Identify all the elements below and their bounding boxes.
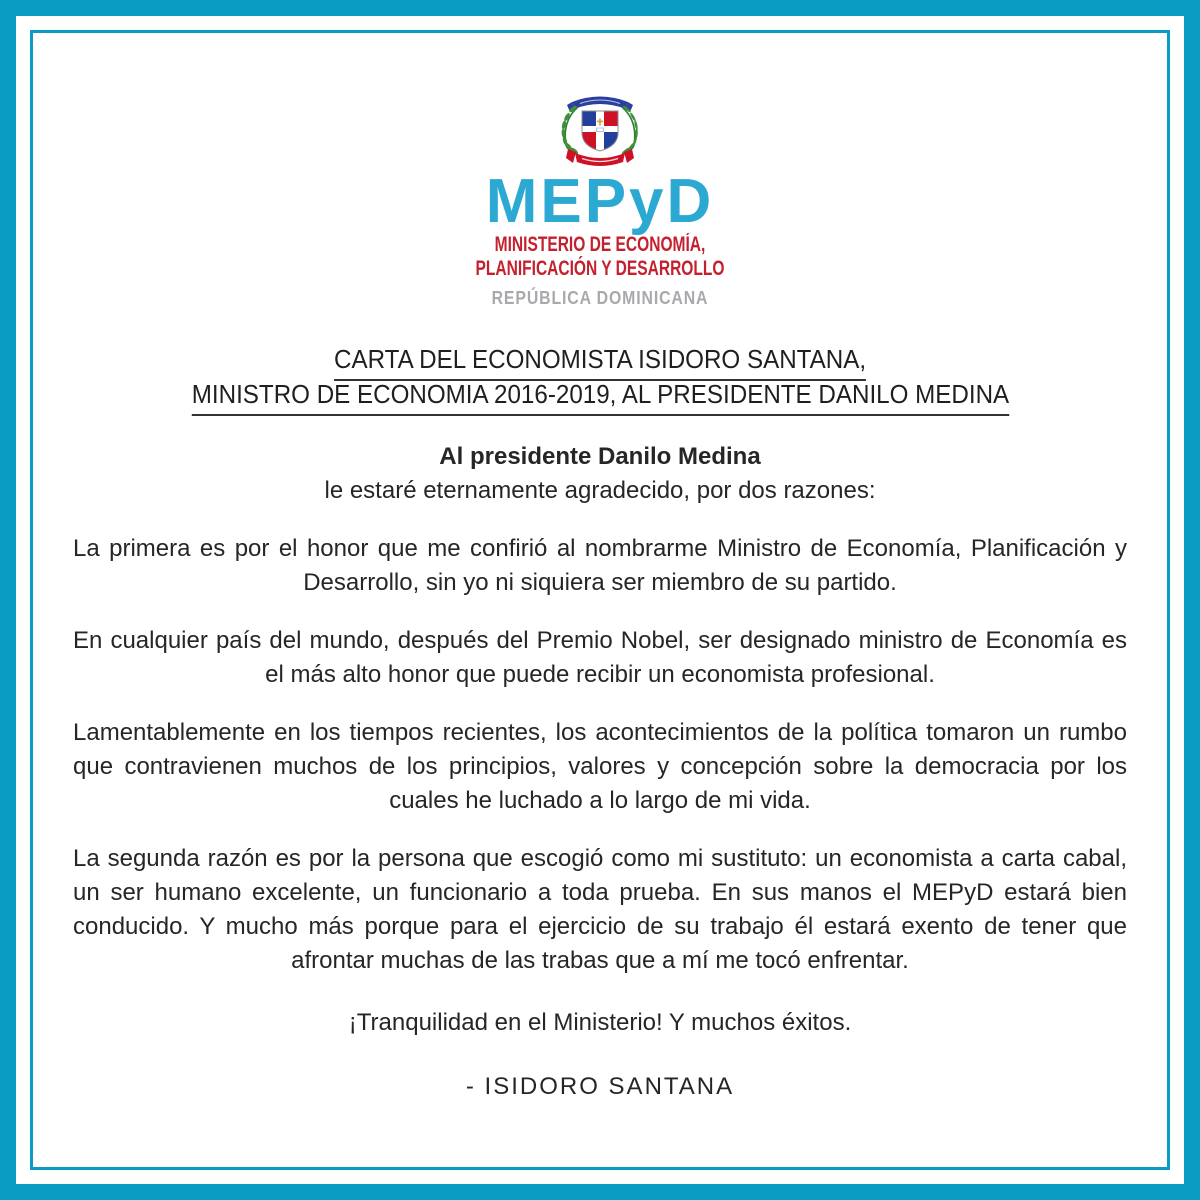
logo-country-name: REPÚBLICA DOMINICANA (491, 288, 709, 308)
title-line-1: CARTA DEL ECONOMISTA ISIDORO SANTANA, (334, 346, 866, 381)
letter-paragraph-4: La segunda razón es por la persona que escogió como mi sustituto: un economista a carta cabal, un ser humano excelente, un funcionario a toda prueba. En sus manos el MEPyD estará bien conducido. Y mucho más porque para el ejercicio de su trabajo él estará exento de tener que afrontar muchas de las trabas que a mí me tocó enfrentar. (73, 845, 1127, 974)
logo-ministry-name-line1: MINISTERIO DE ECONOMÍA, (494, 233, 706, 256)
salutation-recipient: Al presidente Danilo Medina (439, 443, 761, 470)
letter-paragraph-1: La primera es por el honor que me confirió al nombrarme Ministro de Economía, Planificación y Desarrollo, sin yo ni siquiera ser miembro de su partido. (73, 535, 1127, 596)
logo-acronym: MEPyD (485, 167, 715, 236)
letter-paragraph-2: En cualquier país del mundo, después del Premio Nobel, ser designado ministro de Economía es el más alto honor que puede recibir un economista profesional. (73, 627, 1127, 688)
salutation-text: le estaré eternamente agradecido, por dos razones: (324, 477, 876, 504)
signature-line: - ISIDORO SANTANA (465, 1073, 735, 1100)
logo-ministry-name-line2: PLANIFICACIÓN Y DESARROLLO (475, 257, 725, 280)
dominican-coat-of-arms-icon (548, 87, 652, 171)
letter-body (73, 346, 1127, 1104)
letter-paragraph-3: Lamentablemente en los tiempos recientes, los acontecimientos de la política tomaron un rumbo que contravienen muchos de los principios, valores y concepción sobre la democracia por los cuales he luchado a lo largo de mi vida. (73, 719, 1127, 814)
closing-line: ¡Tranquilidad en el Ministerio! Y muchos éxitos. (348, 1009, 852, 1036)
card-inner (30, 30, 1170, 1170)
letter-title (73, 346, 1127, 416)
ministry-logo (73, 87, 1127, 310)
salutation (73, 440, 1127, 508)
title-line-2: MINISTRO DE ECONOMIA 2016-2019, AL PRESIDENTE DANILO MEDINA (191, 381, 1008, 416)
